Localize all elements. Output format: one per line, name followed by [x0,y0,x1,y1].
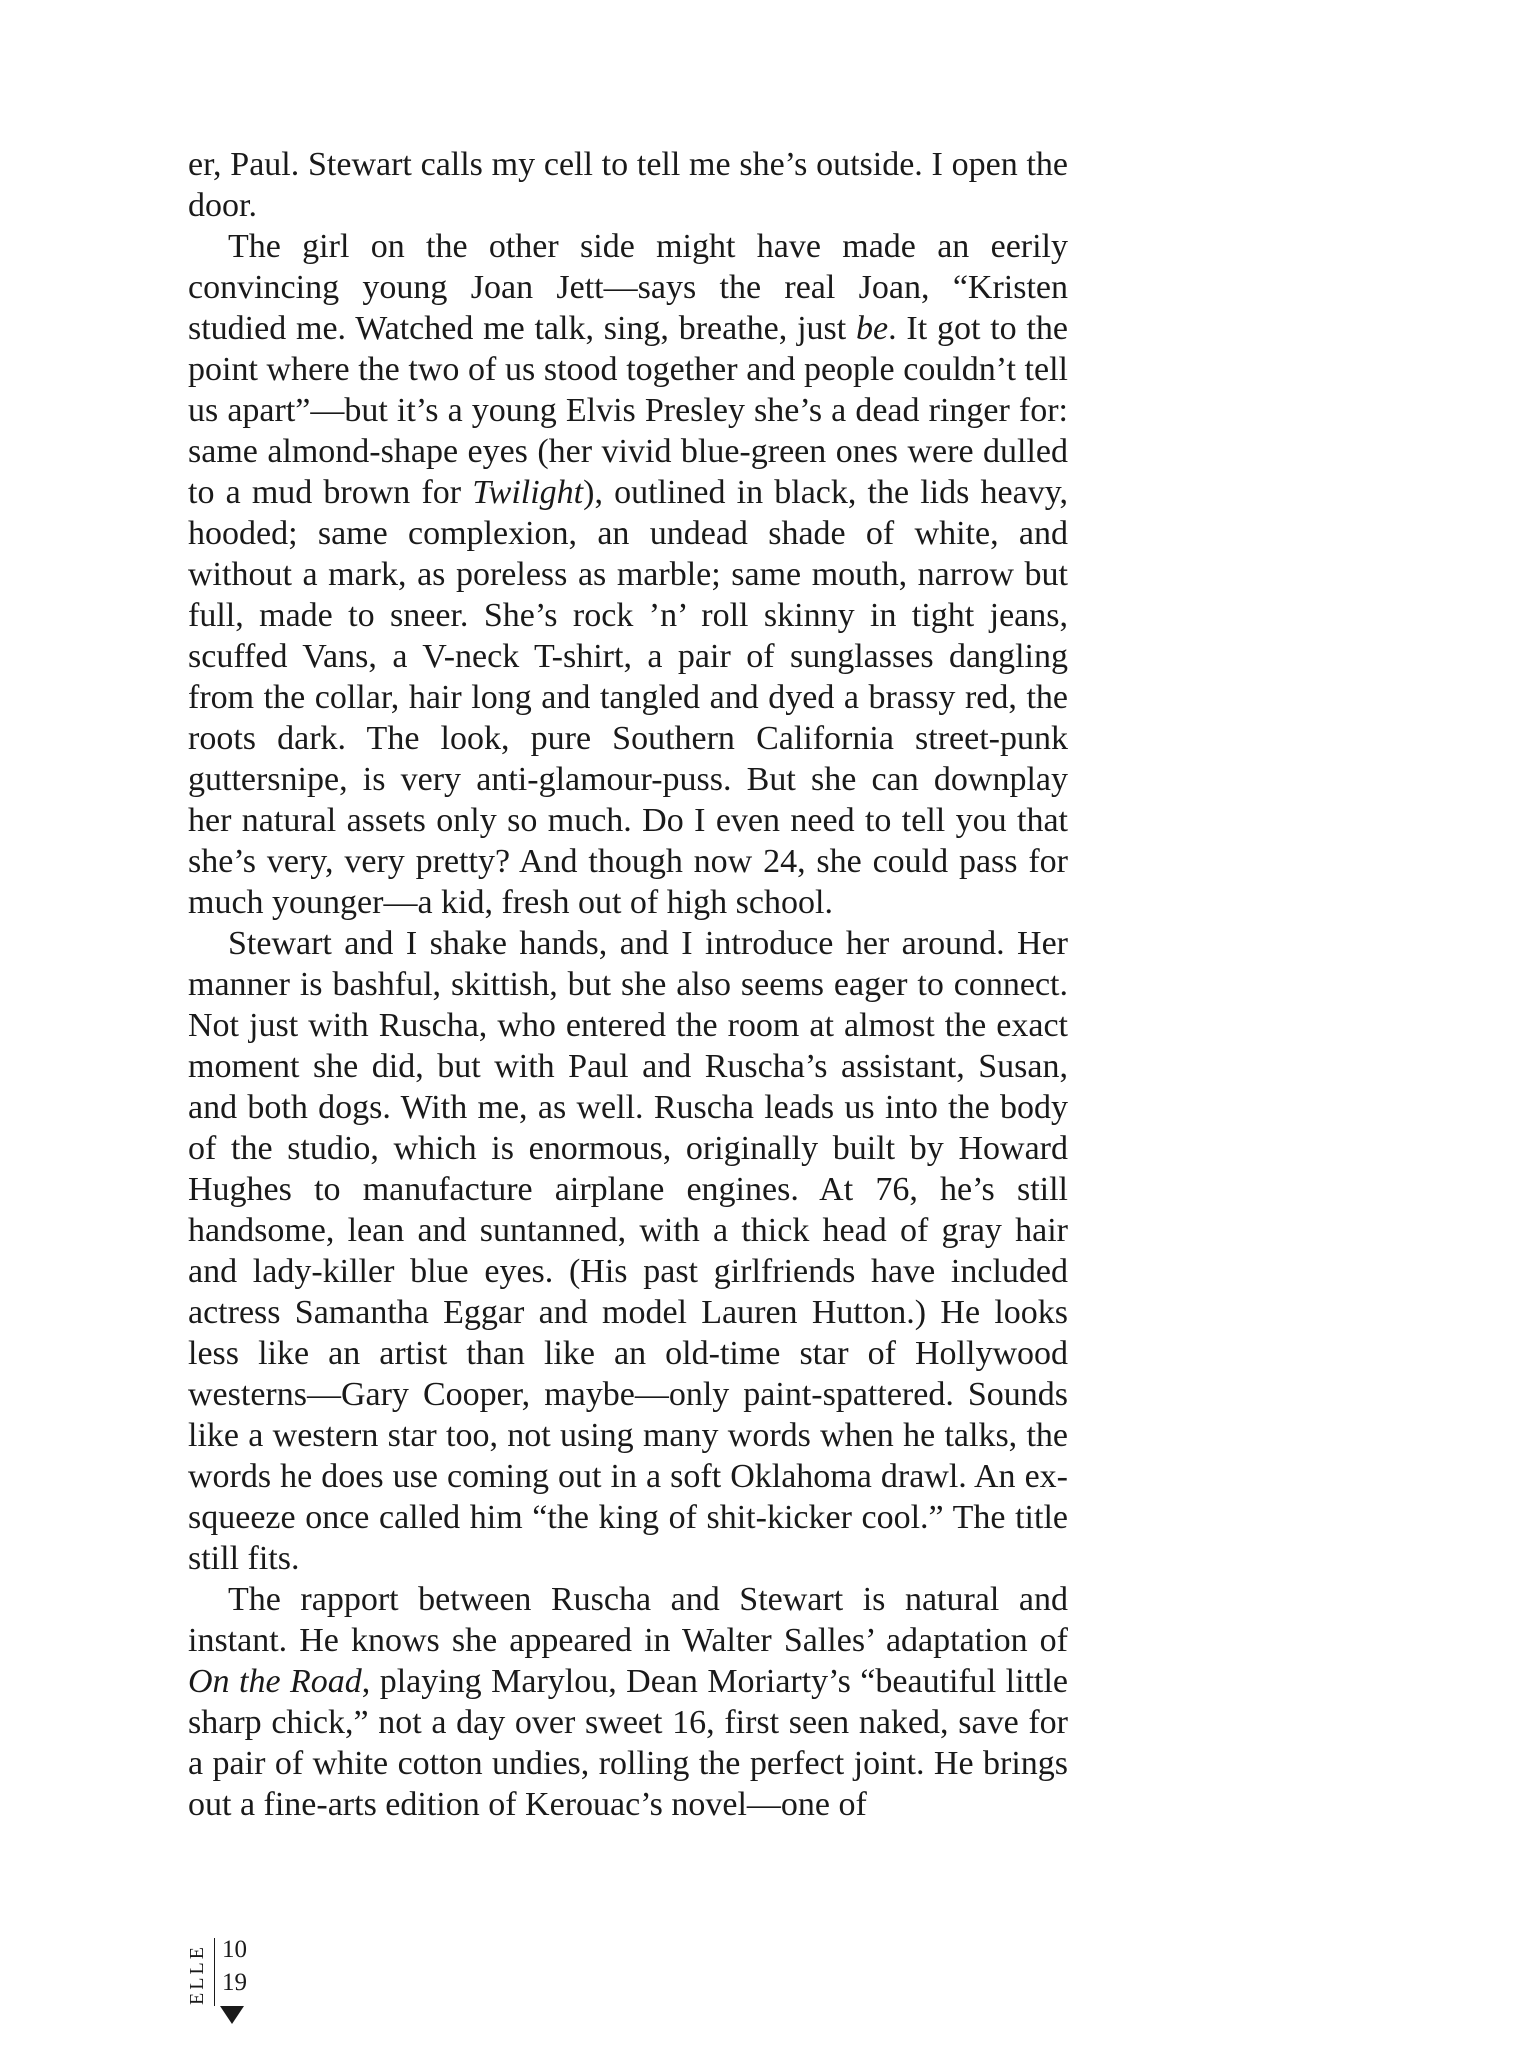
folio-divider [214,1938,215,2006]
article-body [188,144,1068,1825]
paragraph-4 [188,1579,1068,1825]
brand-logo [186,1938,208,2010]
paragraph-2-text-a: The girl on the other side might have made an eerily convincing young Joan Jett—says the real Joan, “Kristen studied me. Watched me talk, sing, breathe, just [188,228,1068,347]
issue-month: 10 [222,1936,247,1963]
paragraph-3 [188,923,1068,1579]
paragraph-2-emphasis-be: be [856,310,889,347]
paragraph-1-text: er, Paul. Stewart calls my cell to tell me she’s outside. I open the door. [188,146,1068,224]
paragraph-4-title-on-the-road: On the Road [188,1663,362,1700]
brand-logo-text: ELLE [185,1943,208,2005]
paragraph-3-text: Stewart and I shake hands, and I introduce her around. Her manner is bashful, skittish, but she also seems eager to connect. Not just with Ruscha, who entered the room at almost the exact moment she did, but with Paul and Ruscha’s assistant, Susan, and both dogs. With me, as well. Ruscha leads us into the body of the studio, which is enormous, originally built by Howard Hughes to manufacture airplane engines. At 76, he’s still handsome, lean and suntanned, with a thick head of gray hair and lady-killer blue eyes. (His past girlfriends have included actress Samantha Eggar and model Lauren Hutton.) He looks less like an artist than like an old-time star of Hollywood westerns—Gary Cooper, maybe—only paint-spattered. Sounds like a western star too, not using many words when he talks, the words he does use coming out in a soft Oklahoma drawl. An ex-squeeze once called him “the king of shit-kicker cool.” The title still fits. [188,925,1068,1577]
paragraph-4-text-a: The rapport between Ruscha and Stewart is natural and instant. He knows she appeared in Walter Salles’ adaptation of [188,1581,1068,1659]
paragraph-2-title-twilight: Twilight [472,474,584,511]
paragraph-2 [188,226,1068,923]
paragraph-4-text-c: , playing Marylou, Dean Moriarty’s “beautiful little sharp chick,” not a day over sweet 16, first seen naked, save for a pair of white cotton undies, rolling the perfect joint. He brings out a fine-arts edition of Kerouac’s novel—one of [188,1663,1069,1823]
paragraph-1 [188,144,1068,226]
paragraph-2-text-c: . It got to the point where the two of us stood together and people couldn’t tell us apart”—but it’s a young Elvis Presley she’s a dead ringer for: same almond-shape eyes (her vivid blue-green ones were dulled to a mud brown for [188,310,1068,511]
page-folio [186,1936,266,2046]
paragraph-2-text-e: ), outlined in black, the lids heavy, hooded; same complexion, an undead shade of white, and without a mark, as poreless as marble; same mouth, narrow but full, made to sneer. She’s rock ’n’ roll skinny in tight jeans, scuffed Vans, a V-neck T-shirt, a pair of sunglasses dangling from the collar, hair long and tangled and dyed a brassy red, the roots dark. The look, pure Southern California street-punk guttersnipe, is very anti-glamour-puss. But she can downplay her natural assets only so much. Do I even need to tell you that she’s very, very pretty? And though now 24, she could pass for much younger—a kid, fresh out of high school. [188,474,1068,921]
down-triangle-icon[interactable] [220,2006,244,2024]
issue-year: 19 [222,1969,247,1996]
